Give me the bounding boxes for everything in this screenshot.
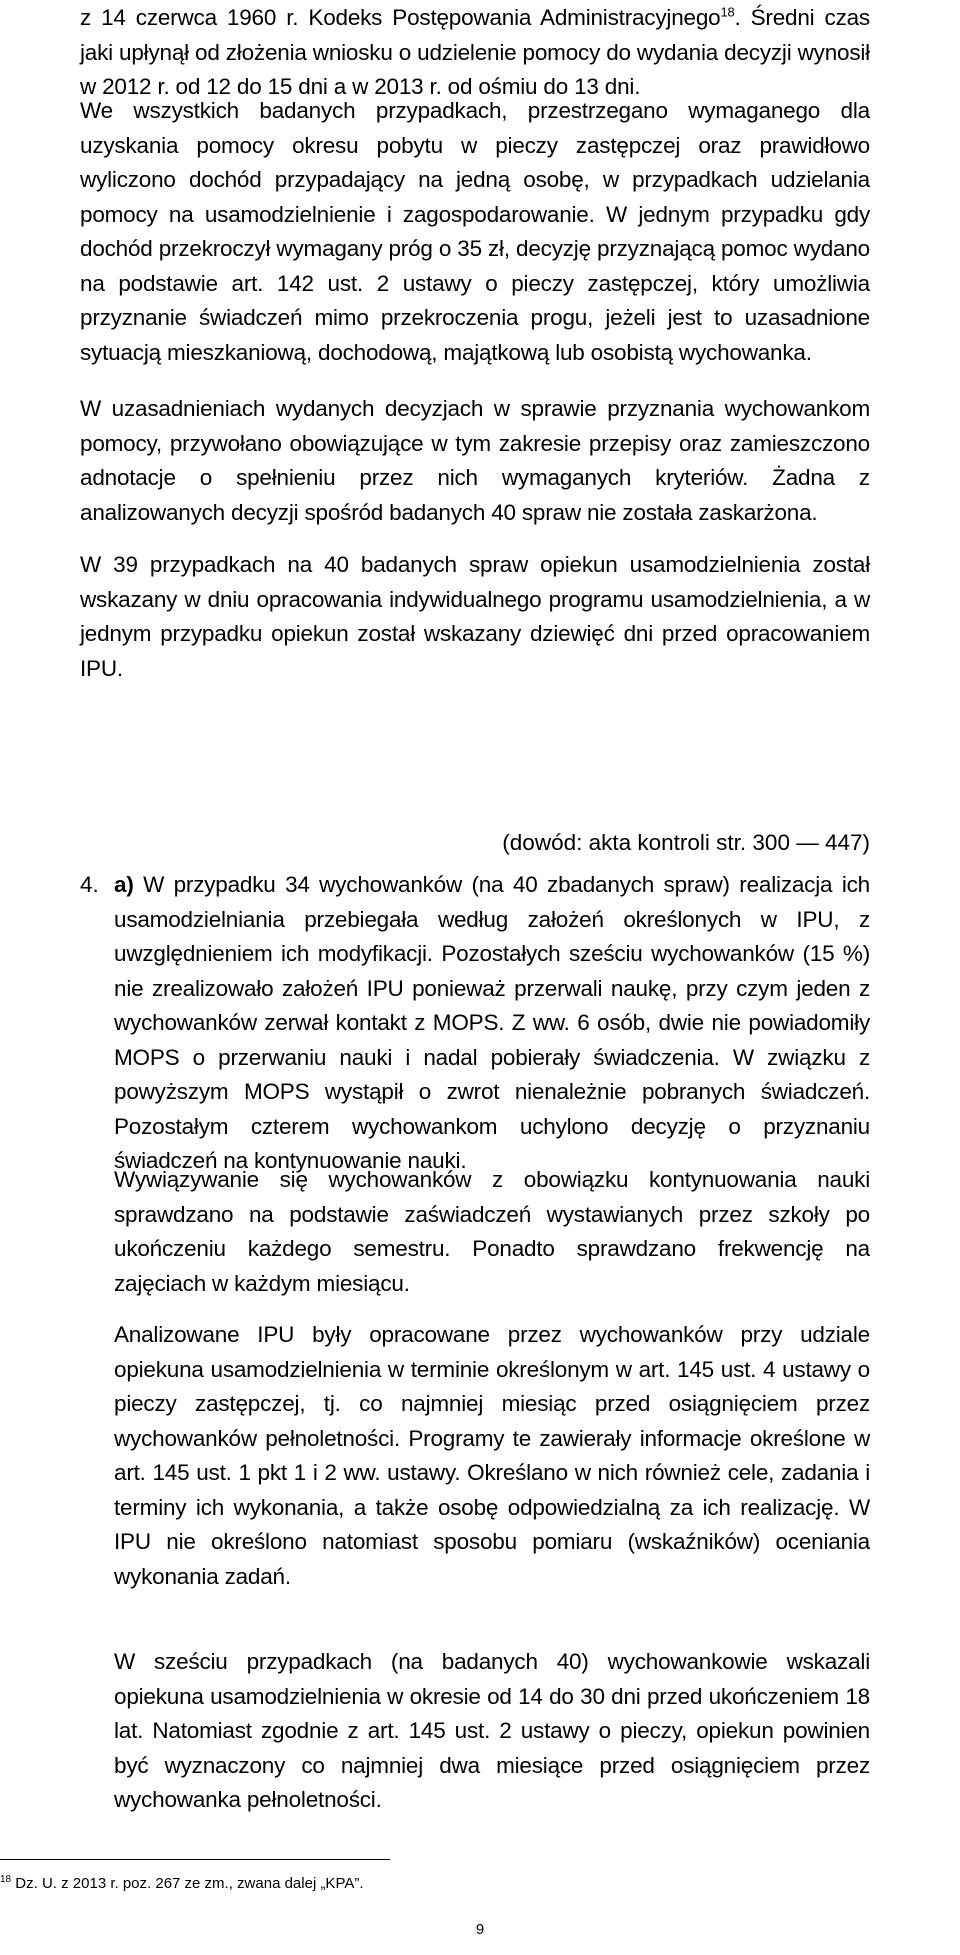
page-number: 9 [475,1921,485,1938]
footnote-marker: 18 [0,1874,12,1885]
paragraph-guardian-deadline: W sześciu przypadkach (na badanych 40) wychowankowie wskazali opiekuna usamodzielnienia w okresie od 14 do 30 dni przed ukończeniem 18 lat. Natomiast zgodnie z art. 145 ust. 2 ustawy o pieczy, opiekun powinien być wyznaczony co najmniej dwa miesiące przed osiągnięciem przez wychowanka pełnoletności. [114,1649,870,1812]
paragraph-ipu-analysis: Analizowane IPU były opracowane przez wychowanków przy udziale opiekuna usamodzielnienia w terminie określonym w art. 145 ust. 4 ustawy o pieczy zastępczej, tj. co najmniej miesiąc przed osiągnięciem przez wychowanków pełnoletności. Programy te zawierały informacje określone w art. 145 ust. 1 pkt 1 i 2 ww. ustawy. Określano w nich również cele, zadania i terminy ich wykonania, a także osobę odpowiedzialną za ich realizację. W IPU nie określono natomiast sposobu pomiaru (wskaźników) oceniania wykonania zadań. [114,1322,870,1589]
paragraph-realization [114,868,870,1179]
subitem-label: a) [114,872,134,897]
paragraph-education-check: Wywiązywanie się wychowanków z obowiązku kontynuowania nauki sprawdzano na podstawie zaświadczeń wystawianych przez szkoły po ukończeniu każdego semestru. Ponadto sprawdzano frekwencję na zajęciach w każdym miesiącu. [114,1167,870,1296]
paragraph-eligibility: We wszystkich badanych przypadkach, przestrzegano wymaganego dla uzyskania pomocy okresu pobytu w pieczy zastępczej oraz prawidłowo wyliczono dochód przypadający na jedną osobę, w przypadkach udzielania pomocy na usamodzielnienie i zagospodarowanie. W jednym przypadku gdy dochód przekroczył wymagany próg o 35 zł, decyzję przyznającą pomoc wydano na podstawie art. 142 ust. 2 ustawy o pieczy zastępczej, który umożliwia przyznanie świadczeń mimo przekroczenia progu, jeżeli jest to uzasadnione sytuacją mieszkaniową, dochodową, majątkową lub osobistą wychowanka. [80,98,870,365]
paragraph-kpa-deadline [80,1,870,105]
paragraph-text: W przypadku 34 wychowanków (na 40 zbadanych spraw) realizacja ich usamodzielniania przebiegała według założeń określonych w IPU, z uwzględnieniem ich modyfikacji. Pozostałych sześciu wychowanków (15 %) nie zrealizowało założeń IPU ponieważ przerwali naukę, przy czym jeden z wychowanków zerwał kontakt z MOPS. Z ww. 6 osób, dwie nie powiadomiły MOPS o przerwaniu nauki i nadal pobierały świadczenia. W związku z powyższym MOPS wystąpił o zwrot nienależnie pobranych świadczeń. Pozostałym czterem wychowankom uchylono decyzję o przyznaniu świadczeń na kontynuowanie nauki. [114,872,870,1173]
paragraph-text: z 14 czerwca 1960 r. Kodeks Postępowania Administracyjnego [80,5,721,30]
footnote-reference: 18 [720,4,735,20]
evidence-citation: (dowód: akta kontroli str. 300 — 447) [502,830,870,855]
item-number: 4. [80,872,99,897]
footnote-divider [0,1859,390,1860]
footnote-text: Dz. U. z 2013 r. poz. 267 ze zm., zwana dalej „KPA”. [11,1875,364,1892]
footnote [0,1874,860,1894]
paragraph-justifications: W uzasadnieniach wydanych decyzjach w sprawie przyznania wychowankom pomocy, przywołano obowiązujące w tym zakresie przepisy oraz zamieszczono adnotacje o spełnieniu przez nich wymaganych kryteriów. Żadna z analizowanych decyzji spośród badanych 40 spraw nie została zaskarżona. [80,396,870,525]
paragraph-guardian: W 39 przypadkach na 40 badanych spraw opiekun usamodzielnienia został wskazany w dniu opracowania indywidualnego programu usamodzielnienia, a w jednym przypadku opiekun został wskazany dziewięć dni przed opracowaniem IPU. [80,552,870,681]
paragraph-text: . Średni czas jaki upłynął od złożenia wniosku o udzielenie pomocy do wydania decyzji wynosił w 2012 r. od 12 do 15 dni a w 2013 r. od ośmiu do 13 dni. [80,5,870,99]
